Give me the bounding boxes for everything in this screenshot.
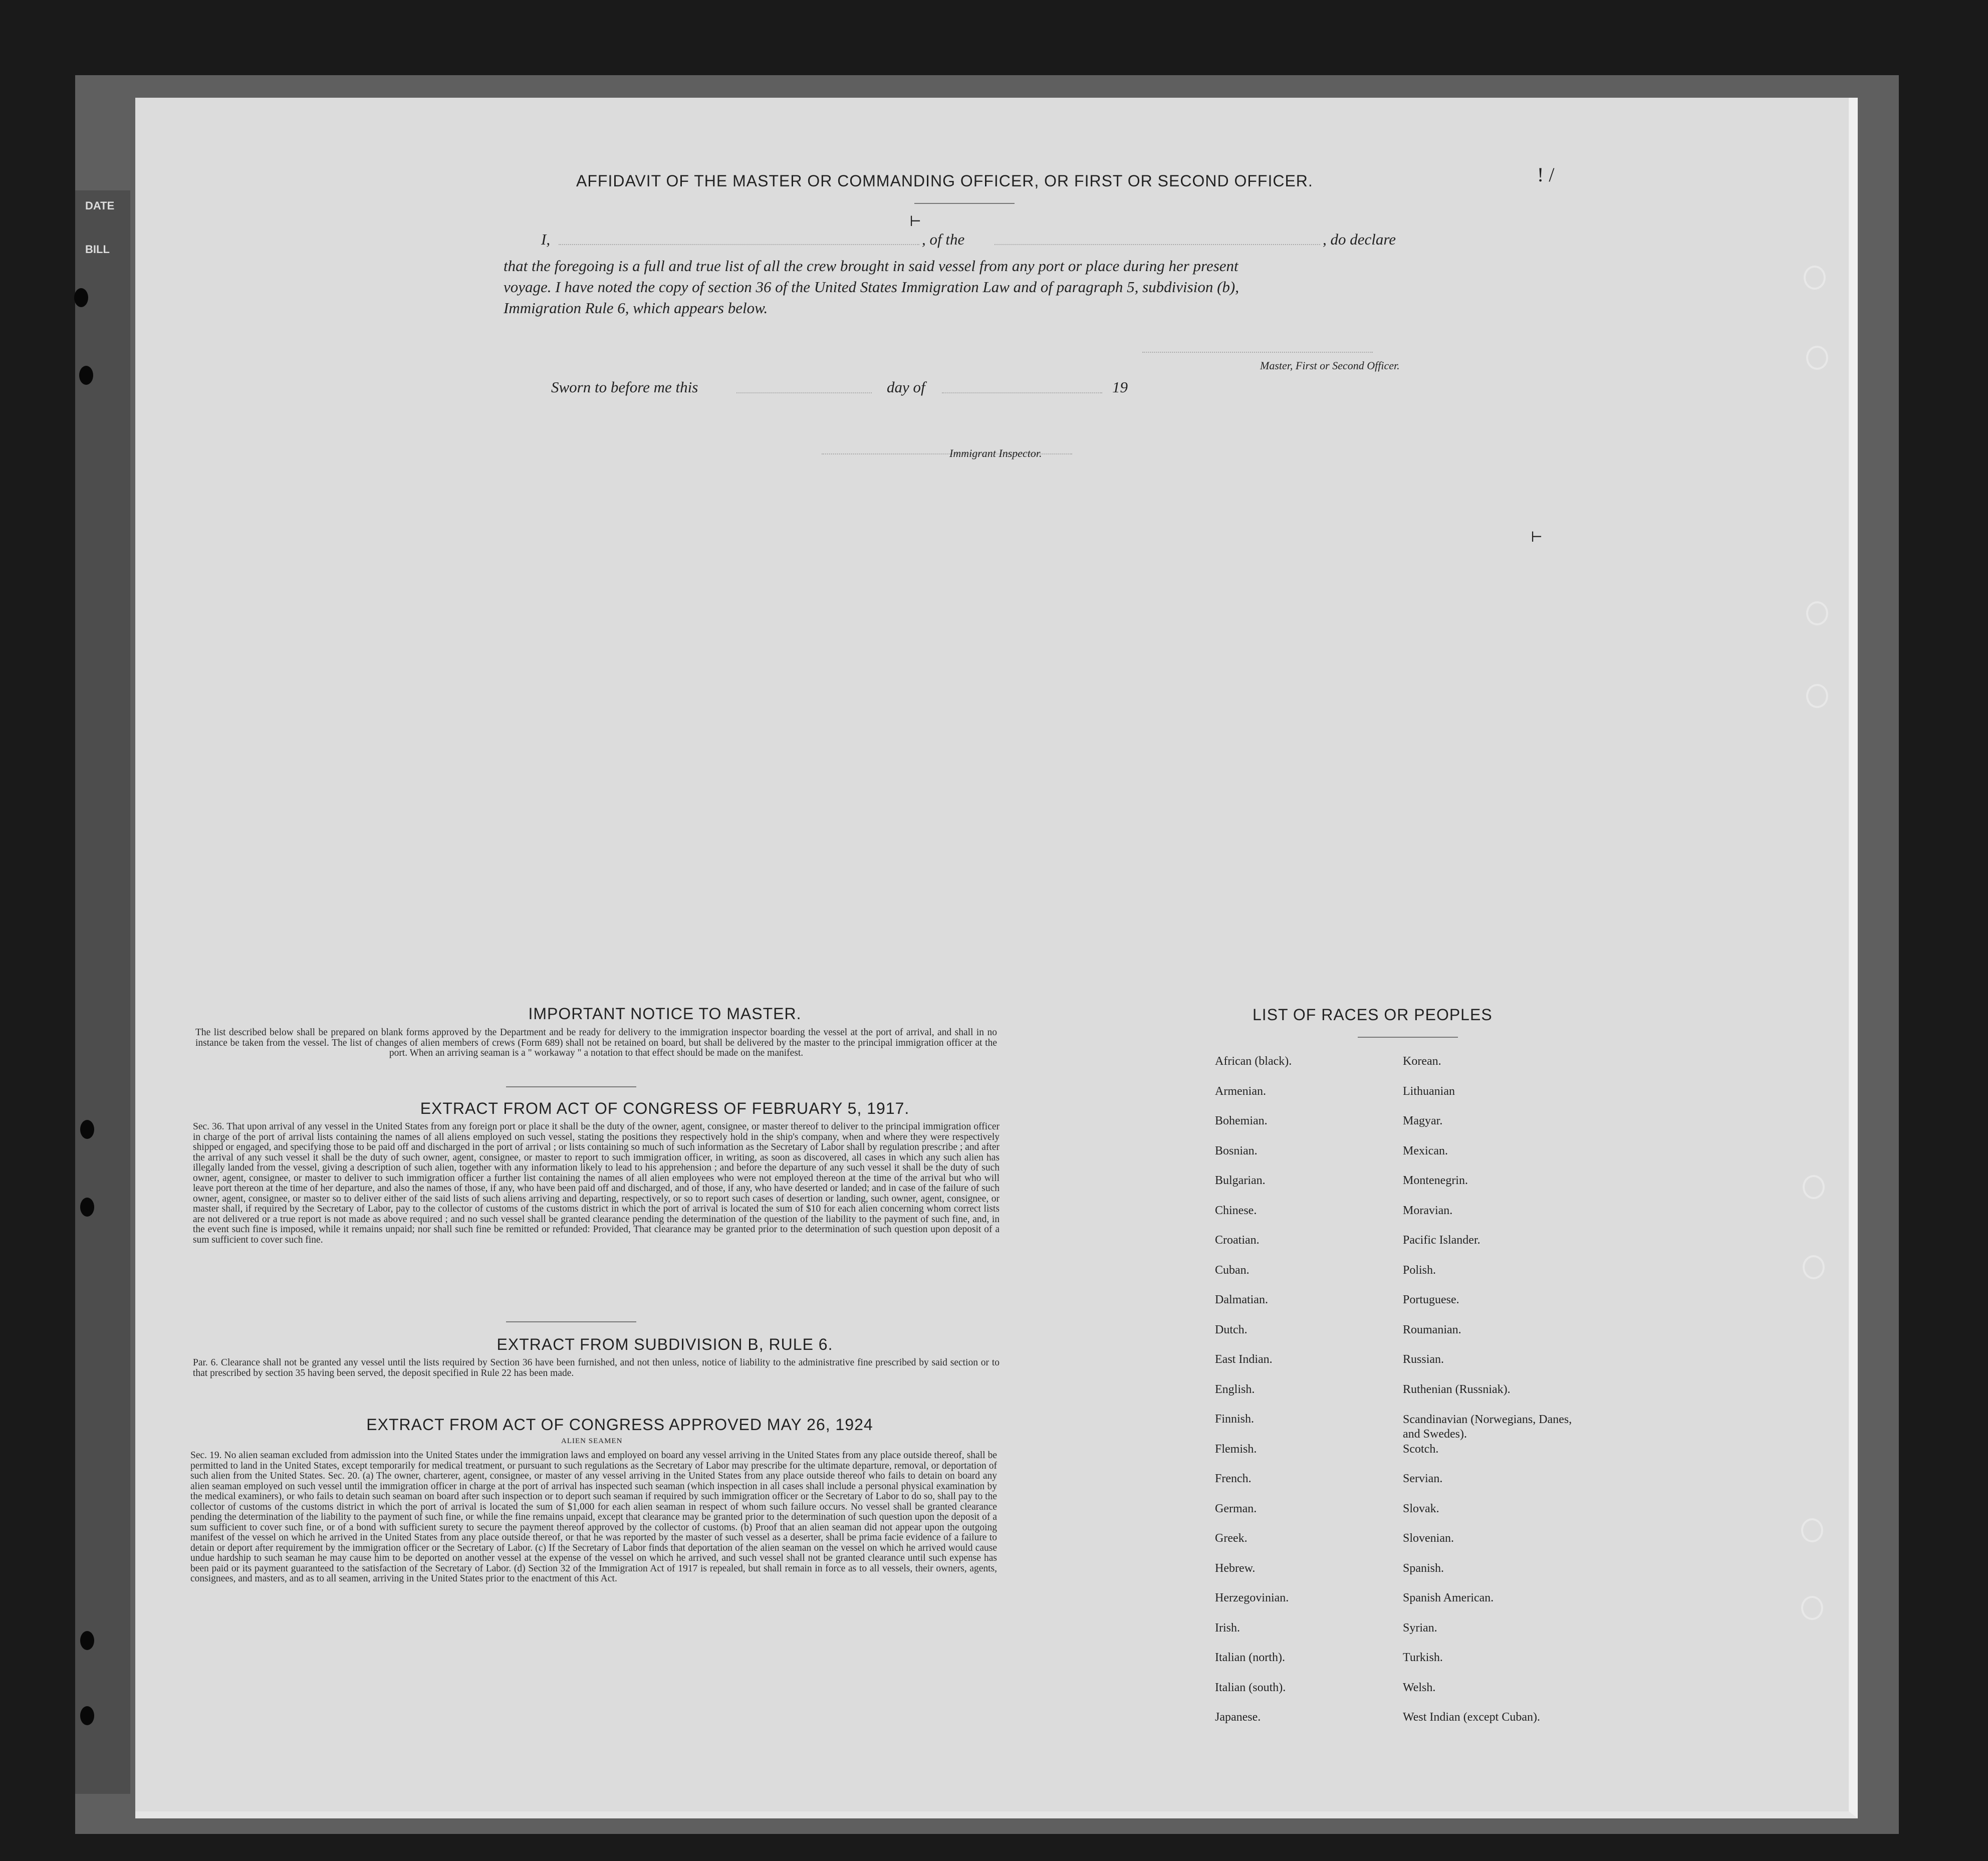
year-prefix: 19 xyxy=(1112,378,1128,396)
manifest-back-page xyxy=(135,98,1858,1818)
race-item: French. xyxy=(1215,1472,1252,1485)
race-item: Dalmatian. xyxy=(1215,1293,1268,1306)
race-item: Italian (north). xyxy=(1215,1651,1285,1664)
extract-1924-subtitle: ALIEN SEAMEN xyxy=(561,1437,623,1445)
race-item: Scandinavian (Norwegians, Danes, and Swedes). xyxy=(1403,1413,1572,1441)
race-item: Montenegrin. xyxy=(1403,1174,1468,1187)
race-item: Herzegovinian. xyxy=(1215,1591,1289,1604)
binder-hole xyxy=(80,1120,94,1139)
underlying-page-edge xyxy=(75,190,130,1794)
affidavit-line-4: Immigration Rule 6, which appears below. xyxy=(504,299,768,317)
race-item: Greek. xyxy=(1215,1532,1248,1545)
race-item: Croatian. xyxy=(1215,1234,1260,1247)
notice-body: The list described below shall be prepared on blank forms approved by the Department and be ready for delivery to the immigration inspector boarding the vessel at the port of arrival, and shall in no instance be taken from the vessel. The list of changes of alien members of crews (Form 689) shall not be retained on board, but shall be delivered by the master to the principal immigration officer at the port. When an arriving seaman is a " workaway " a notation to that effect should be made on the manifest. xyxy=(195,1027,997,1058)
affidavit-line-2: that the foregoing is a full and true list of all the crew brought in said vessel from any port or place during her present xyxy=(504,257,1238,275)
punch-hole xyxy=(1803,1255,1825,1279)
divider xyxy=(506,1321,636,1322)
race-item: Roumanian. xyxy=(1403,1323,1461,1336)
race-item: Russian. xyxy=(1403,1353,1444,1366)
race-item: Pacific Islander. xyxy=(1403,1234,1480,1247)
race-item: Bohemian. xyxy=(1215,1114,1268,1127)
divider xyxy=(914,203,1015,204)
extract-1924-body: Sec. 19. No alien seaman excluded from admission into the United States under the immigration laws and employed on board any vessel arriving in the United States from any place outside thereof, shall be permitted to land in the United States, except temporarily for medical treatment, or pursuant to such regulations as the Secretary of Labor may prescribe for the ultimate departure, removal, or deportation of such alien from the United States. Sec. 20. (a) The owner, charterer, agent, consignee, or master of any vessel arriving in the United States from any place outside thereof who fails to detain on board any alien seaman employed on such vessel until the immigration officer in charge at the port of arrival has inspected such seaman (which inspection in all cases shall include a personal physical examination by the medical examiners), or who fails to detain such seaman on board after such inspection or to deport such seaman if required by such immigration officer or the Secretary of Labor to do so, shall pay to the collector of customs of the customs district in which the port of arrival is located the sum of $1,000 for each alien seaman in respect of whom such failure occurs. No vessel shall be granted clearance pending the determination of the liability to the payment of such fine, or while the fine remains unpaid, except that clearance may be granted prior to the determination of such question upon the deposit of a sum sufficient to cover such fine, or of a bond with sufficient surety to secure the payment thereof approved by the collector of customs. (b) Proof that an alien seaman did not appear upon the outgoing manifest of the vessel on which he arrived in the United States from any place outside thereof, or that he was reported by the master of such vessel as a deserter, shall be prima facie evidence of a failure to detain or deport after requirement by the immigration officer or the Secretary of Labor. (c) If the Secretary of Labor finds that deportation of the alien seaman on the vessel on which he arrived would cause undue hardship to such seaman he may cause him to be deported on another vessel at the expense of the vessel on which he arrived, and such vessel shall not be granted clearance until such expense has been paid or its payment guaranteed to the satisfaction of the Secretary of Labor. (d) Section 32 of the Immigration Act of 1917 is repealed, but shall remain in force as to all vessels, their owners, agents, consignees, and masters, and as to all seamen, arriving in the United States prior to the enactment of this Act. xyxy=(190,1450,997,1584)
race-item: West Indian (except Cuban). xyxy=(1403,1711,1540,1724)
race-item: Portuguese. xyxy=(1403,1293,1459,1306)
race-item: English. xyxy=(1215,1382,1255,1396)
race-item: Slovenian. xyxy=(1403,1532,1454,1545)
race-item: German. xyxy=(1215,1502,1257,1515)
affidavit-title: AFFIDAVIT OF THE MASTER OR COMMANDING OFFICER, OR FIRST OR SECOND OFFICER. xyxy=(576,172,1313,190)
punch-hole xyxy=(1804,266,1826,290)
divider xyxy=(1358,1037,1458,1038)
races-title: LIST OF RACES OR PEOPLES xyxy=(1253,1006,1493,1024)
race-item: Slovak. xyxy=(1403,1502,1439,1515)
race-item: Mexican. xyxy=(1403,1144,1448,1157)
race-item: East Indian. xyxy=(1215,1353,1273,1366)
binder-hole xyxy=(79,366,93,385)
subdivision-title: EXTRACT FROM SUBDIVISION B, RULE 6. xyxy=(496,1335,833,1353)
punch-hole xyxy=(1801,1596,1823,1620)
race-item: Bosnian. xyxy=(1215,1144,1258,1157)
race-item: Polish. xyxy=(1403,1263,1436,1277)
binder-hole xyxy=(80,1631,94,1650)
race-item: Hebrew. xyxy=(1215,1561,1256,1575)
race-item: Japanese. xyxy=(1215,1711,1261,1724)
race-item: Dutch. xyxy=(1215,1323,1248,1336)
race-item: Italian (south). xyxy=(1215,1681,1286,1694)
race-item: Servian. xyxy=(1403,1472,1443,1485)
race-item: Lithuanian xyxy=(1403,1084,1455,1098)
affidavit-line-3: voyage. I have noted the copy of section 36 of the United States Immigration Law and of paragraph 5, subdivision (b), xyxy=(504,278,1239,296)
race-item: Welsh. xyxy=(1403,1681,1436,1694)
signature-blank xyxy=(1142,352,1373,353)
vessel-blank xyxy=(995,244,1320,245)
race-item: Cuban. xyxy=(1215,1263,1250,1277)
sworn-text: Sworn to before me this xyxy=(551,378,698,396)
affidavit-do-declare: , do declare xyxy=(1323,230,1396,248)
punch-hole xyxy=(1801,1518,1823,1542)
race-item: Irish. xyxy=(1215,1621,1240,1635)
race-item: Ruthenian (Russniak). xyxy=(1403,1382,1511,1396)
race-item: Bulgarian. xyxy=(1215,1174,1266,1187)
race-item: Spanish American. xyxy=(1403,1591,1494,1604)
race-item: Magyar. xyxy=(1403,1114,1443,1127)
punch-hole xyxy=(1803,1175,1825,1199)
edge-label-bill: BILL xyxy=(85,243,110,256)
divider xyxy=(506,1086,636,1087)
edge-label-date: DATE xyxy=(85,199,115,212)
race-item: Armenian. xyxy=(1215,1084,1266,1098)
extract-1917-title: EXTRACT FROM ACT OF CONGRESS OF FEBRUARY 5, 1917. xyxy=(420,1099,910,1117)
extract-1924-title: EXTRACT FROM ACT OF CONGRESS APPROVED MAY 26, 1924 xyxy=(366,1416,873,1434)
races-right-column xyxy=(1403,1055,1573,1741)
notice-title: IMPORTANT NOTICE TO MASTER. xyxy=(528,1005,802,1023)
races-left-column xyxy=(1215,1055,1292,1741)
race-item: Korean. xyxy=(1403,1055,1441,1068)
day-of-text: day of xyxy=(887,378,925,396)
pencil-mark: ⊢ xyxy=(909,214,922,229)
signature-caption: Master, First or Second Officer. xyxy=(1260,359,1400,372)
binder-hole xyxy=(80,1198,94,1217)
extract-1917-body: Sec. 36. That upon arrival of any vessel in the United States from any foreign port or place it shall be the duty of the owner, agent, consignee, or master thereof to deliver to the principal immigration officer in charge of the port of arrival lists containing the names of all aliens employed on such vessel, stating the positions they respectively hold in the ship's company, when and where they were respectively shipped or engaged, and specifying those to be paid off and discharged in the port of arrival ; or lists containing so much of such information as the Secretary of Labor shall by regulation prescribe ; and after the arrival of any such vessel it shall be the duty of such owner, agent, consignee, or master to report to such immigration officer, in writing, as soon as discovered, all cases in which any such alien has illegally landed from the vessel, giving a description of such alien, together with any information likely to lead to his apprehension ; and before the departure of any such vessel it shall be the duty of such owner, agent, consignee, or master to deliver to such immigration officer a further list containing the names of all alien employees who were not employed thereon at the time of the arrival but who will leave port thereon at the time of her departure, and also the names of those, if any, who have been paid off and discharged, and of those, if any, who have deserted or landed; and in case of the failure of such owner, agent, consignee, or master so to deliver either of the said lists of such aliens arriving and departing, respectively, or so to report such cases of desertion or landing, such owner, agent, consignee, or master shall, if required by the Secretary of Labor, pay to the collector of customs of the customs district in which the port of arrival is located the sum of $10 for each alien concerning whom correct lists are not delivered or a true report is not made as above required ; and no such vessel shall be granted clearance pending the determination of the question of the liability to the payment of such fine, and, in the event such fine is imposed, while it remains unpaid; nor shall such fine be remitted or refunded: Provided, That clearance may be granted prior to the determination of such question upon deposit of a sum sufficient to cover such fine. xyxy=(193,1121,1000,1245)
race-item: African (black). xyxy=(1215,1055,1292,1068)
race-item: Chinese. xyxy=(1215,1204,1257,1217)
binder-hole xyxy=(80,1706,94,1725)
race-item: Finnish. xyxy=(1215,1413,1255,1426)
race-item: Flemish. xyxy=(1215,1442,1257,1456)
race-item: Syrian. xyxy=(1403,1621,1437,1635)
race-item: Spanish. xyxy=(1403,1561,1444,1575)
punch-hole xyxy=(1806,684,1828,708)
name-blank xyxy=(559,244,919,245)
affidavit-of-the: , of the xyxy=(922,230,965,248)
month-blank xyxy=(942,392,1102,393)
pencil-mark: ! / xyxy=(1537,163,1555,186)
pencil-mark: ⊢ xyxy=(1531,530,1543,545)
subdivision-body: Par. 6. Clearance shall not be granted any vessel until the lists required by Section 36 have been furnished, and not then unless, notice of liability to the administrative fine prescribed by said section or to that prescribed by section 35 having been served, the deposit specified in Rule 22 has been made. xyxy=(193,1357,1000,1378)
race-item: Moravian. xyxy=(1403,1204,1453,1217)
day-blank xyxy=(736,392,872,393)
affidavit-i: I, xyxy=(541,230,551,248)
punch-hole xyxy=(1806,601,1828,625)
binder-hole xyxy=(74,288,88,307)
race-item: Scotch. xyxy=(1403,1442,1439,1456)
inspector-caption: Immigrant Inspector. xyxy=(949,447,1042,459)
race-item: Turkish. xyxy=(1403,1651,1443,1664)
punch-hole xyxy=(1806,346,1828,370)
